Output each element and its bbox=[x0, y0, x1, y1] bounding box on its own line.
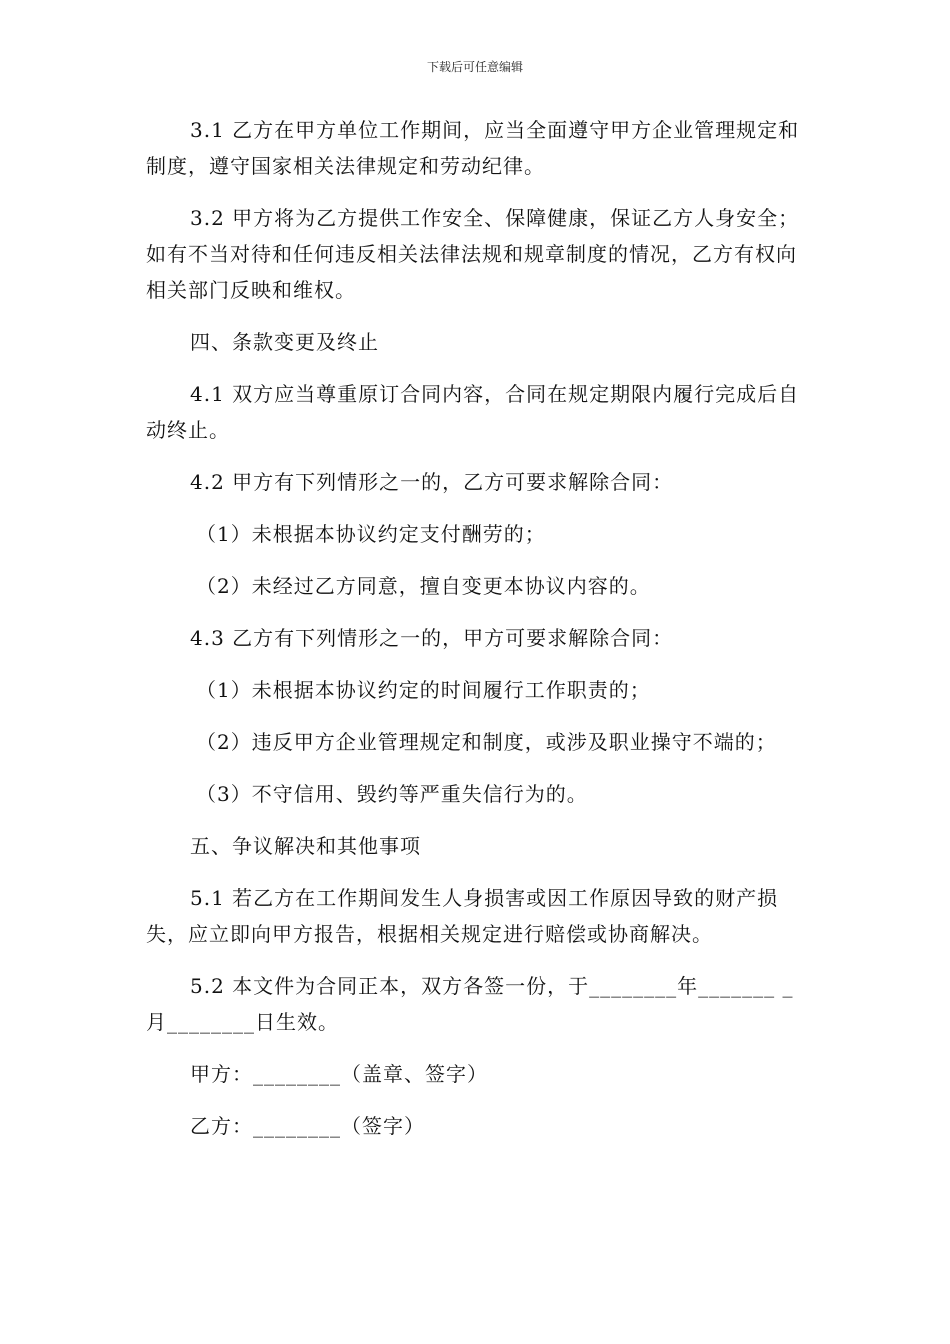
page-header-note: 下载后可任意编辑 bbox=[426, 60, 523, 74]
clause-4-2-item-2: （2）未经过乙方同意，擅自变更本协议内容的。 bbox=[196, 574, 651, 598]
clause-3-2: 3.2 甲方将为乙方提供工作安全、保障健康，保证乙方人身安全；如有不当对待和任何违反相关法律法规和规章制度的情况，乙方有权向相关部门反映和维权。 bbox=[146, 206, 800, 302]
clause-4-3-item-2: （2）违反甲方企业管理规定和制度，或涉及职业操守不端的； bbox=[196, 730, 777, 754]
party-a-signature-line: 甲方：________（盖章、签字） bbox=[190, 1062, 488, 1086]
document-body bbox=[146, 112, 806, 1160]
clause-4-2: 4.2 甲方有下列情形之一的，乙方可要求解除合同： bbox=[190, 470, 674, 494]
clause-4-3-item-1: （1）未根据本协议约定的时间履行工作职责的； bbox=[196, 678, 651, 702]
section-heading-5: 五、争议解决和其他事项 bbox=[190, 834, 421, 858]
clause-4-2-item-1: （1）未根据本协议约定支付酬劳的； bbox=[196, 522, 546, 546]
party-b-signature-line: 乙方：________（签字） bbox=[190, 1114, 425, 1138]
section-heading-4: 四、条款变更及终止 bbox=[190, 330, 379, 354]
clause-4-3-item-3: （3）不守信用、毁约等严重失信行为的。 bbox=[196, 782, 588, 806]
clause-5-1: 5.1 若乙方在工作期间发生人身损害或因工作原因导致的财产损失，应立即向甲方报告，根据相关规定进行赔偿或协商解决。 bbox=[146, 886, 779, 946]
clause-4-3: 4.3 乙方有下列情形之一的，甲方可要求解除合同： bbox=[190, 626, 674, 650]
clause-4-1: 4.1 双方应当尊重原订合同内容，合同在规定期限内履行完成后自动终止。 bbox=[146, 382, 800, 442]
clause-5-2: 5.2 本文件为合同正本，双方各签一份，于________年_______ _月________日生效。 bbox=[146, 974, 794, 1034]
clause-3-1: 3.1 乙方在甲方单位工作期间，应当全面遵守甲方企业管理规定和制度，遵守国家相关法律规定和劳动纪律。 bbox=[146, 118, 800, 178]
